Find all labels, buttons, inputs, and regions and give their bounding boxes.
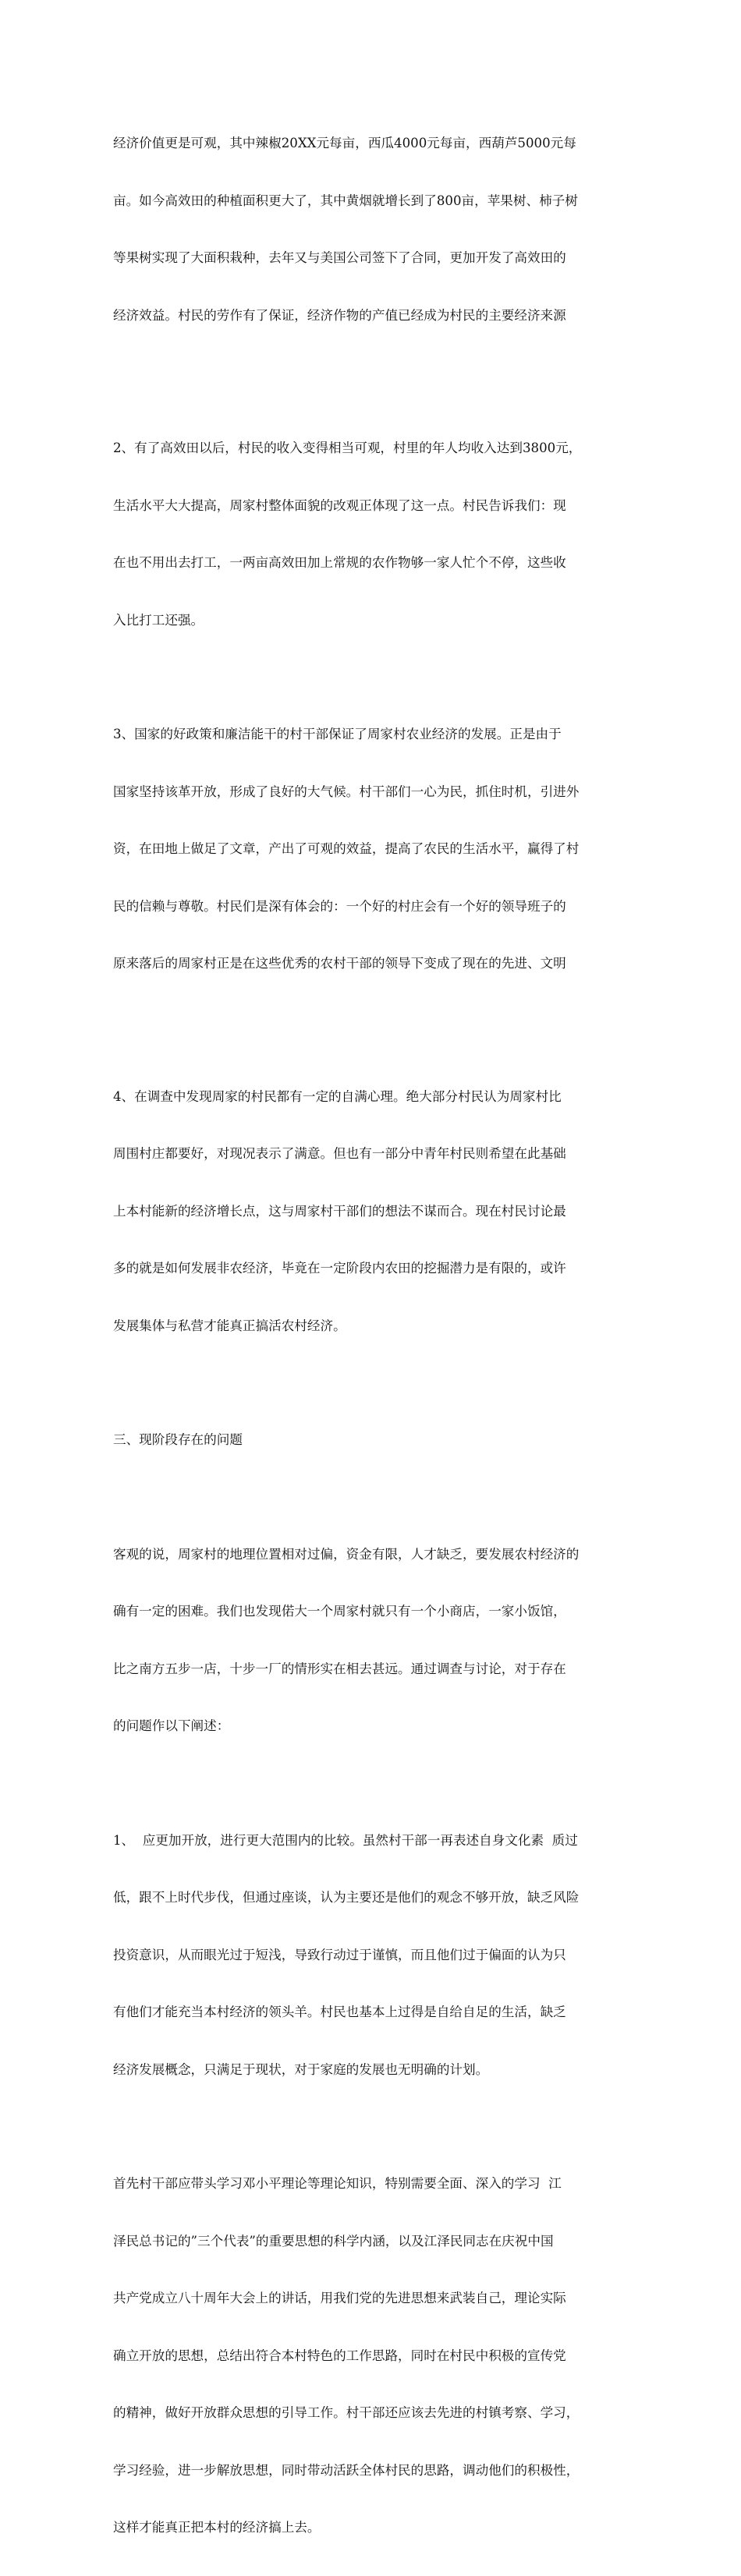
text-line: 亩。如今高效田的种植面积更大了，其中黄烟就增长到了800亩，苹果树、柿子树 xyxy=(113,193,578,208)
text-line: 首先村干部应带头学习邓小平理论等理论知识，特别需要全面、深入的学习 江 xyxy=(113,2176,562,2191)
text-line: 入比打工还强。 xyxy=(113,612,204,628)
text-line: 确有一定的困难。我们也发现偌大一个周家村就只有一个小商店，一家小饭馆， xyxy=(113,1604,566,1619)
paragraph-spacer xyxy=(113,1775,632,1793)
text-line: 1、 应更加开放，进行更大范围内的比较。虽然村干部一再表述自身文化素 质过 xyxy=(113,1832,578,1848)
paragraph-spacer xyxy=(113,668,632,687)
text-line: 3、国家的好政策和廉洁能干的村干部保证了周家村农业经济的发展。正是由于 xyxy=(113,727,562,741)
text-line: 等果树实现了大面积栽种，去年又与美国公司签下了合同，更加开发了高效田的 xyxy=(113,250,566,265)
paragraph-spacer xyxy=(113,1012,632,1049)
text-line: 确立开放的思想，总结出符合本村特色的工作思路，同时在村民中积极的宣传党 xyxy=(113,2348,566,2363)
text-line: 上本村能新的经济增长点，这与周家村干部们的想法不谋而合。现在村民讨论最 xyxy=(113,1203,566,1219)
text-line: 的问题作以下阐述： xyxy=(113,1718,230,1733)
text-line: 2、有了高效田以后，村民的收入变得相当可观，村里的年人均收入达到3800元， xyxy=(113,441,582,455)
text-line: 原来落后的周家村正是在这些优秀的农村干部的领导下变成了现在的先进、文明 xyxy=(113,956,566,971)
text-line: 国家坚持该革开放，形成了良好的大气候。村干部们一心为民，抓住时机，引进外 xyxy=(113,784,580,799)
paragraph-spacer xyxy=(113,2118,632,2136)
text-line: 资，在田地上做足了文章，产出了可观的效益，提高了农民的生活水平，赢得了村 xyxy=(113,841,580,856)
paragraph-spacer xyxy=(113,1374,632,1392)
section-heading-text: 三、现阶段存在的问题 xyxy=(113,1432,243,1447)
text-line: 生活水平大大提高，周家村整体面貌的改观正体现了这一点。村民告诉我们：现 xyxy=(113,497,566,513)
text-line: 经济价值更是可观，其中辣椒20XX元每亩，西瓜4000元每亩，西葫芦5000元每 xyxy=(113,136,576,150)
text-line: 低，跟不上时代步伐，但通过座谈，认为主要还是他们的观念不够开放，缺乏风险 xyxy=(113,1890,580,1905)
paragraph-point-4 xyxy=(113,1049,632,1375)
paragraph-point-2 xyxy=(113,401,632,668)
text-line: 比之南方五步一店，十步一厂的情形实在相去甚远。通过调查与讨论，对于存在 xyxy=(113,1661,566,1676)
paragraph-spacer xyxy=(113,1488,632,1507)
text-line: 发展集体与私营才能真正搞活农村经济。 xyxy=(113,1318,346,1333)
text-line: 泽民总书记的”三个代表”的重要思想的科学内涵，以及江泽民同志在庆祝中国 xyxy=(113,2233,554,2249)
text-line: 有他们才能充当本村经济的领头羊。村民也基本上过得是自给自足的生活，缺乏 xyxy=(113,2005,566,2019)
section-heading-problems xyxy=(113,1392,632,1488)
text-line: 在也不用出去打工，一两亩高效田加上常规的农作物够一家人忙个不停，这些收 xyxy=(113,555,566,570)
text-line: 多的就是如何发展非农经济，毕竟在一定阶段内农田的挖掘潜力是有限的，或许 xyxy=(113,1261,566,1276)
text-line: 经济效益。村民的劳作有了保证，经济作物的产值已经成为村民的主要经济来源 xyxy=(113,307,566,323)
paragraph-economic-value xyxy=(113,96,632,363)
text-line: 的精神，做好开放群众思想的引导工作。村干部还应该去先进的村镇考察、学习， xyxy=(113,2405,580,2420)
text-line: 周围村庄都要好，对现况表示了满意。但也有一部分中青年村民则希望在此基础 xyxy=(113,1146,566,1161)
text-line: 这样才能真正把本村的经济搞上去。 xyxy=(113,2520,321,2535)
text-line: 投资意识，从而眼光过于短浅，导致行动过于谨慎，而且他们过于偏面的认为只 xyxy=(113,1947,566,1962)
text-line: 共产党成立八十周年大会上的讲话，用我们党的先进思想来武装自己，理论实际 xyxy=(113,2291,566,2305)
text-line: 客观的说，周家村的地理位置相对过偏，资金有限，人才缺乏，要发展农村经济的 xyxy=(113,1546,580,1562)
text-line: 民的信赖与尊敬。村民们是深有体会的：一个好的村庄会有一个好的领导班子的 xyxy=(113,898,566,914)
text-line: 学习经验，进一步解放思想，同时带动活跃全体村民的思路，调动他们的积极性， xyxy=(113,2462,580,2478)
paragraph-problem-1 xyxy=(113,1793,632,2118)
text-line: 经济发展概念，只满足于现状，对于家庭的发展也无明确的计划。 xyxy=(113,2061,489,2077)
paragraph-point-3 xyxy=(113,687,632,1012)
paragraph-first-cadres xyxy=(113,2136,632,2576)
text-line: 4、在调查中发现周家的村民都有一定的自满心理。绝大部分村民认为周家村比 xyxy=(113,1088,562,1104)
paragraph-spacer xyxy=(113,363,632,401)
document-body xyxy=(113,96,632,2576)
paragraph-objective xyxy=(113,1507,632,1775)
